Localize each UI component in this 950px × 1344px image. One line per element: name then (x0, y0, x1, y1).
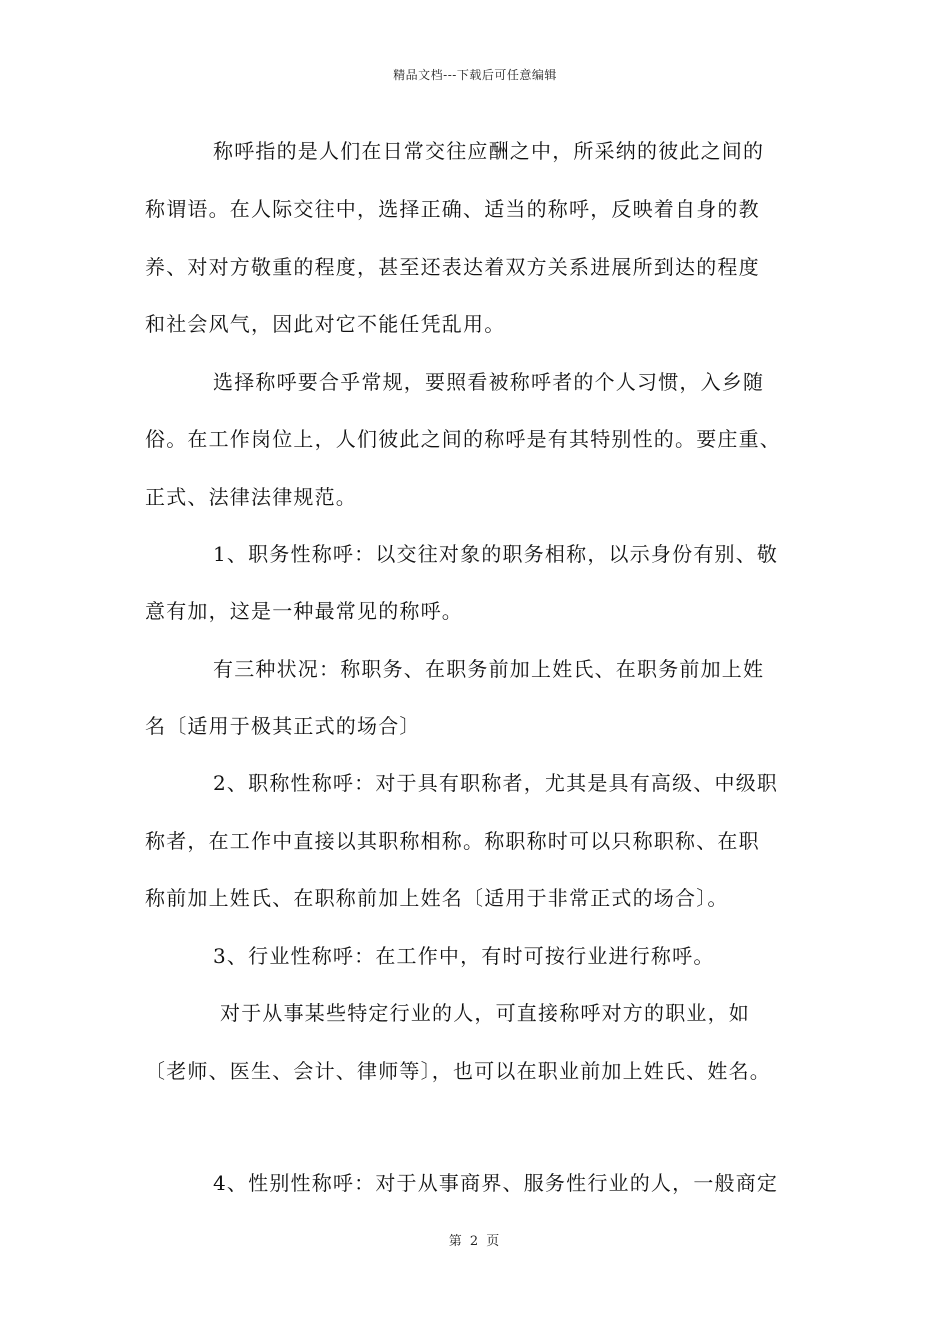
text-line-15: 3、行业性称呼：在工作中，有时可按行业进行称呼。 (213, 944, 715, 968)
text-line-18: 4、性别性称呼：对于从事商界、服务性行业的人，一般商定 (213, 1171, 779, 1195)
text-line-2: 称谓语。在人际交往中，选择正确、适当的称呼，反映着自身的教 (145, 197, 760, 221)
text-line-5: 选择称呼要合乎常规，要照看被称呼者的个人习惯，入乡随 (213, 370, 765, 394)
text-line-10: 有三种状况：称职务、在职务前加上姓氏、在职务前加上姓 (213, 657, 765, 681)
text-line-3: 养、对对方敬重的程度，甚至还表达着双方关系进展所到达的程度 (145, 255, 760, 279)
text-line-16: 对于从事某些特定行业的人，可直接称呼对方的职业，如 (220, 1001, 750, 1025)
text-line-1: 称呼指的是人们在日常交往应酬之中，所采纳的彼此之间的 (213, 139, 765, 163)
text-line-11: 名〔适用于极其正式的场合〕 (145, 714, 421, 738)
text-line-13: 称者，在工作中直接以其职称相称。称职称时可以只称职称、在职 (145, 829, 760, 853)
text-line-4: 和社会风气，因此对它不能任凭乱用。 (145, 312, 506, 336)
page-header: 精品文档---下载后可任意编辑 (393, 68, 557, 82)
page-number: 第 2 页 (448, 1234, 502, 1249)
text-line-9: 意有加，这是一种最常见的称呼。 (145, 599, 463, 623)
text-line-17: 〔老师、医生、会计、律师等〕，也可以在职业前加上姓氏、姓名。 (145, 1059, 771, 1083)
text-line-14: 称前加上姓氏、在职称前加上姓名〔适用于非常正式的场合〕。 (145, 886, 729, 910)
text-line-7: 正式、法律法律规范。 (145, 485, 357, 509)
text-line-12: 2、职称性称呼：对于具有职称者，尤其是具有高级、中级职 (213, 771, 779, 795)
text-line-8: 1、职务性称呼：以交往对象的职务相称，以示身份有别、敬 (213, 542, 779, 566)
text-line-6: 俗。在工作岗位上，人们彼此之间的称呼是有其特别性的。要庄重、 (145, 427, 781, 451)
